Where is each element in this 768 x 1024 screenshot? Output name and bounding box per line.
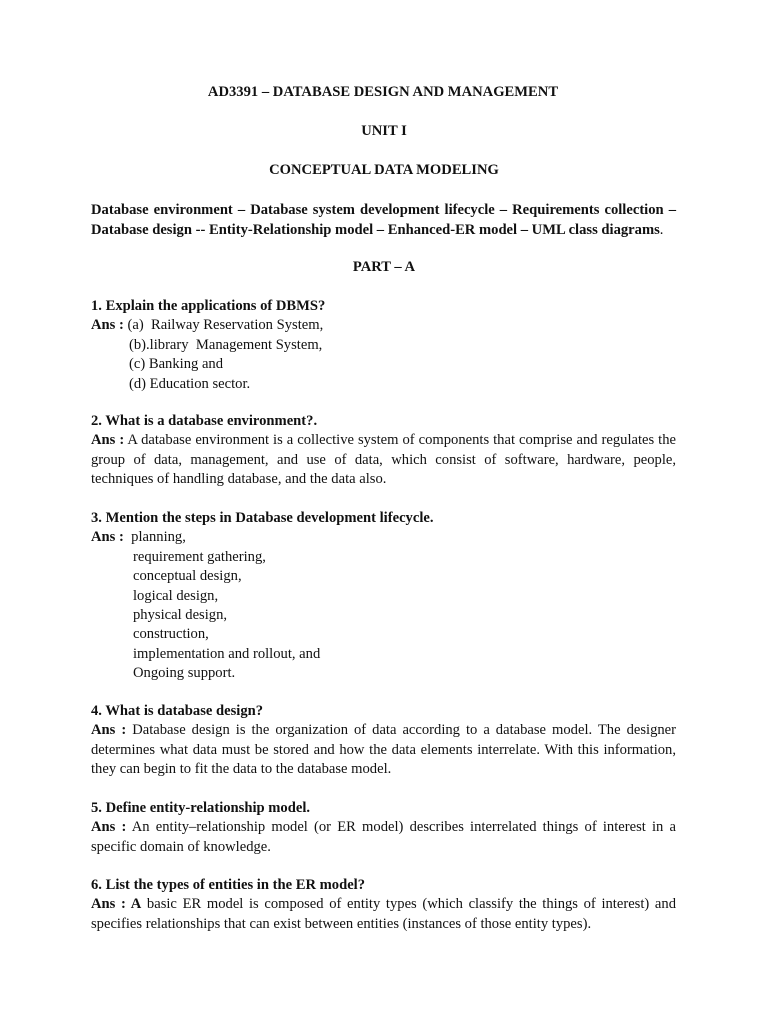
- answer-label: Ans : A: [91, 896, 142, 913]
- question-block-1: [91, 297, 676, 394]
- question-block-4: [91, 702, 676, 780]
- question-text: 3. Mention the steps in Database development lifecycle.: [91, 510, 434, 526]
- answer-text: [91, 431, 676, 489]
- question-block-5: [91, 799, 676, 857]
- answer-body: An entity–relationship model (or ER model) describes interrelated things of interest in a specific domain of knowledge.: [91, 819, 676, 855]
- question-text: 5. Define entity-relationship model.: [91, 800, 311, 816]
- question-text: 2. What is a database environment?.: [91, 413, 318, 429]
- answer-text: [91, 895, 676, 934]
- answer-label: Ans :: [91, 317, 124, 334]
- question-block-3: [91, 509, 676, 684]
- answer-label: Ans :: [91, 722, 127, 739]
- answer-label: Ans :: [91, 529, 124, 546]
- answer-line: [91, 528, 676, 547]
- question-block-6: [91, 876, 676, 934]
- question-text: 4. What is database design?: [91, 703, 264, 719]
- answer-body: Database design is the organization of data according to a database model. The designer determines what data must be stored and how the data elements interrelate. With this information, they can begin to fit the data to the database model.: [91, 722, 677, 778]
- answer-text: [91, 721, 676, 779]
- answer-item: (a) Railway Reservation System,: [127, 317, 324, 334]
- answer-item: planning,: [127, 529, 186, 546]
- chapter-title: CONCEPTUAL DATA MODELING: [269, 162, 499, 178]
- answer-label: Ans :: [91, 819, 127, 836]
- answer-item: implementation and rollout, and: [133, 645, 321, 662]
- syllabus-topics: [91, 201, 676, 240]
- question-text: 6. List the types of entities in the ER model?: [91, 877, 366, 893]
- answer-item: conceptual design,: [133, 568, 242, 585]
- answer-line: [91, 316, 676, 335]
- answer-item: Ongoing support.: [133, 665, 236, 682]
- answer-body: basic ER model is composed of entity types (which classify the things of interest) and specifies relationships that can exist between entities (instances of those entity types).: [91, 896, 676, 932]
- answer-item: (d) Education sector.: [129, 375, 251, 392]
- answer-item: physical design,: [133, 607, 228, 624]
- answer-item: (c) Banking and: [129, 356, 224, 373]
- answer-text: [91, 818, 676, 857]
- syllabus-period: .: [659, 221, 664, 238]
- answer-item: (b).library Management System,: [129, 336, 323, 353]
- question-text: 1. Explain the applications of DBMS?: [91, 298, 326, 314]
- course-title: AD3391 – DATABASE DESIGN AND MANAGEMENT: [207, 84, 559, 100]
- answer-item: requirement gathering,: [133, 548, 266, 565]
- question-block-2: [91, 412, 676, 490]
- answer-label: Ans :: [91, 432, 125, 449]
- part-title: PART – A: [352, 259, 416, 275]
- answer-item: construction,: [133, 626, 209, 643]
- syllabus-text: Database environment – Database system development lifecycle – Requirements collection – Database design -- Entity-Relationship model – Enhanced-ER model – UML class diagrams: [91, 202, 676, 238]
- answer-item: logical design,: [133, 587, 219, 604]
- unit-title: UNIT I: [361, 123, 407, 139]
- answer-body: A database environment is a collective system of components that comprise and regulates the group of data, management, and use of data, which consist of software, hardware, people, techniques of handling database, and the data also.: [91, 432, 677, 488]
